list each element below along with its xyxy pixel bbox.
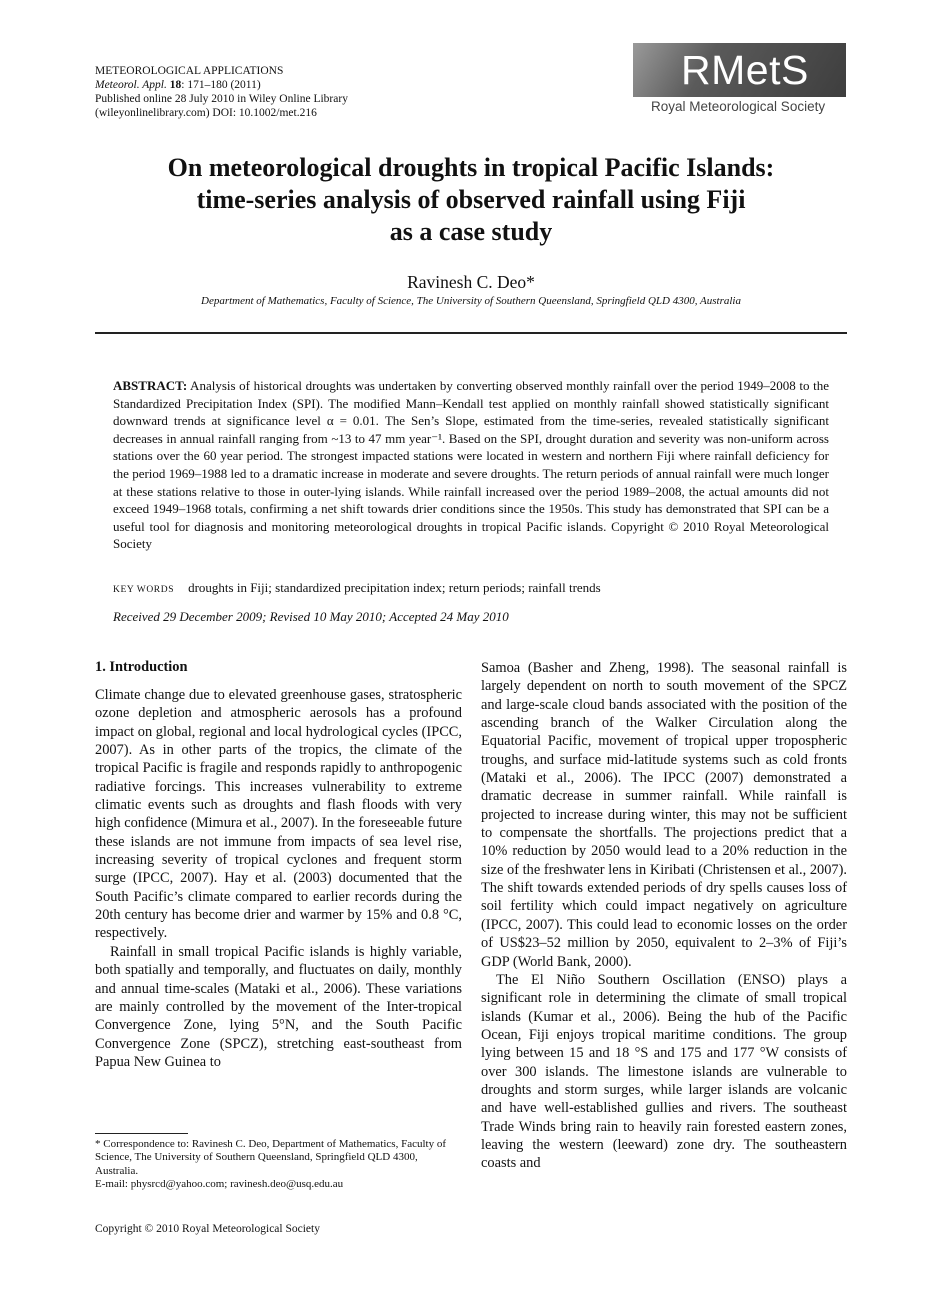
section-heading-introduction: 1. Introduction: [95, 659, 188, 675]
journal-citation: [95, 78, 348, 92]
keywords: [113, 580, 829, 596]
abstract-label: ABSTRACT:: [113, 378, 188, 393]
header-divider: [95, 332, 847, 334]
author-affiliation: Department of Mathematics, Faculty of Science, The University of Southern Queensland, Springfield QLD 4300, Australia: [201, 295, 741, 307]
footnote: [95, 1138, 462, 1192]
title-line-3: as a case study: [389, 217, 553, 246]
citation-volume: 18: [169, 79, 182, 91]
received-dates: Received 29 December 2009; Revised 10 May 2010; Accepted 24 May 2010: [113, 609, 509, 624]
abstract-text: Analysis of historical droughts was undertaken by converting observed monthly rainfall over the period 1949–2008 to the Standardized Precipitation Index (SPI). The modified Mann–Kendall test applied on monthly rainfall showed statistically significant downward trends at significance level α = 0.01. The Sen’s Slope, estimated from the time-series, revealed statistically significant decreases in annual rainfall ranging from ~13 to 47 mm year⁻¹. Based on the SPI, drought duration and severity was non-uniform across stations over the 60 year period. The strongest impacted stations were located in western and northern Fiji where rainfall deficiency for the period 1969–1988 led to a dramatic increase in moderate and severe droughts. The return periods of annual rainfall were much longer at these stations relative to those in outer-lying islands. While rainfall increased over the period 1989–2008, the actual amounts did not exceed 1949–1968 totals, confirming a net shift towards drier conditions since the 1950s. This study has demonstrated that SPI can be a useful tool for diagnosis and monitoring meteorological droughts in tropical Pacific islands. Copyright © 2010 Royal Meteorological Society: [113, 378, 829, 552]
abstract: [113, 377, 829, 553]
logo-society-name: Royal Meteorological Society: [651, 99, 826, 114]
journal-info: [95, 64, 348, 120]
logo-banner: [633, 43, 846, 97]
keywords-label: KEY WORDS: [113, 585, 175, 595]
page-copyright: Copyright © 2010 Royal Meteorological Society: [95, 1223, 320, 1235]
intro-paragraph-3: Samoa (Basher and Zheng, 1998). The seasonal rainfall is largely dependent on north to south movement of the SPCZ and large-scale cloud bands associated with the position of the ascending branch of the Walker Circulation along the Equatorial Pacific, movement of tropical upper tropospheric troughs, and surface mid-latitude systems such as cold fronts (Mataki et al., 2006). The IPCC (2007) demonstrated a dramatic decrease in summer rainfall. While rainfall is projected to increase during winter, this may not be sufficient to compensate the shortfalls. The projections predict that a 10% reduction by 2050 would lead to a 20% reduction in the size of the freshwater lens in Kiribati (Christensen et al., 2007). The shift towards extended periods of dry spells causes loss of soil fertility which could impact negatively on agriculture (IPCC, 2007). This could lead to economic losses on the order of US$23–52 million by 2050, equivalent to 2–3% of Fiji’s GDP (World Bank, 2000).: [481, 660, 847, 970]
citation-prefix: Meteorol. Appl.: [95, 79, 167, 91]
footnote-correspondence: * Correspondence to: Ravinesh C. Deo, Department of Mathematics, Faculty of Science, The University of Southern Queensland, Springfield QLD 4300, Australia.: [95, 1138, 446, 1177]
footnote-email: E-mail: physrcd@yahoo.com; ravinesh.deo@usq.edu.au: [95, 1178, 344, 1191]
footnote-divider: [95, 1133, 188, 1134]
left-column: [95, 686, 462, 1071]
intro-paragraph-4: The El Niño Southern Oscillation (ENSO) plays a significant role in determining the climate of small tropical islands (Kumar et al., 2006). Being the hub of the Pacific Ocean, Fiji enjoys tropical maritime conditions. The group lying between 15 and 18 °S and 175 and 177 °W consists of over 300 islands. The limestone islands are vulnerable to droughts and storm surges, while larger islands are volcanic and have well-established gullies and rivers. The southeast Trade Winds bring rain to heavily rain forested eastern zones, leaving the western (leeward) zone dry. The southeastern coasts and: [481, 971, 847, 1172]
paper-title: [95, 152, 847, 248]
citation-pages: : 171–180 (2011): [181, 79, 261, 91]
intro-paragraph-2: Rainfall in small tropical Pacific islands is highly variable, both spatially and temporally, and fluctuates on daily, monthly and annual time-scales (Mataki et al., 2006). These variations are mainly controlled by the movement of the Inter-tropical Convergence Zone, lying 5°N, and the South Pacific Convergence Zone (SPCZ), stretching east-southeast from Papua New Guinea to: [95, 943, 462, 1070]
logo-mark: RMetS: [681, 47, 809, 93]
journal-name: METEOROLOGICAL APPLICATIONS: [95, 65, 284, 77]
intro-paragraph-1: Climate change due to elevated greenhouse gases, stratospheric ozone depletion and atmospheric aerosols has a profound impact on global, regional and local hydrological cycles (IPCC, 2007). As in other parts of the tropics, the climate of the tropical Pacific is fragile and responds rapidly to anthropogenic radiative forcings. This increases vulnerability to extreme climatic events such as droughts and flash floods with very high confidence (Mimura et al., 2007). In the foreseeable future these islands are not immune from impacts of sea level rise, increasing severity of tropical cyclones and frequent storm surge (IPCC, 2007). Hay et al. (2003) documented that the South Pacific’s climate compared to earlier records during the 20th century has become drier and warmer by 15% and 0.8 °C, respectively.: [95, 687, 462, 942]
title-line-1: On meteorological droughts in tropical Pacific Islands:: [167, 153, 775, 182]
author-name: Ravinesh C. Deo*: [407, 272, 535, 292]
doi-line: (wileyonlinelibrary.com) DOI: 10.1002/met.216: [95, 107, 317, 119]
right-column: [481, 659, 847, 1173]
title-line-2: time-series analysis of observed rainfall using Fiji: [196, 185, 746, 214]
published-line: Published online 28 July 2010 in Wiley Online Library: [95, 93, 348, 105]
keywords-text: droughts in Fiji; standardized precipitation index; return periods; rainfall trends: [188, 580, 601, 595]
rmets-logo: [633, 43, 846, 123]
